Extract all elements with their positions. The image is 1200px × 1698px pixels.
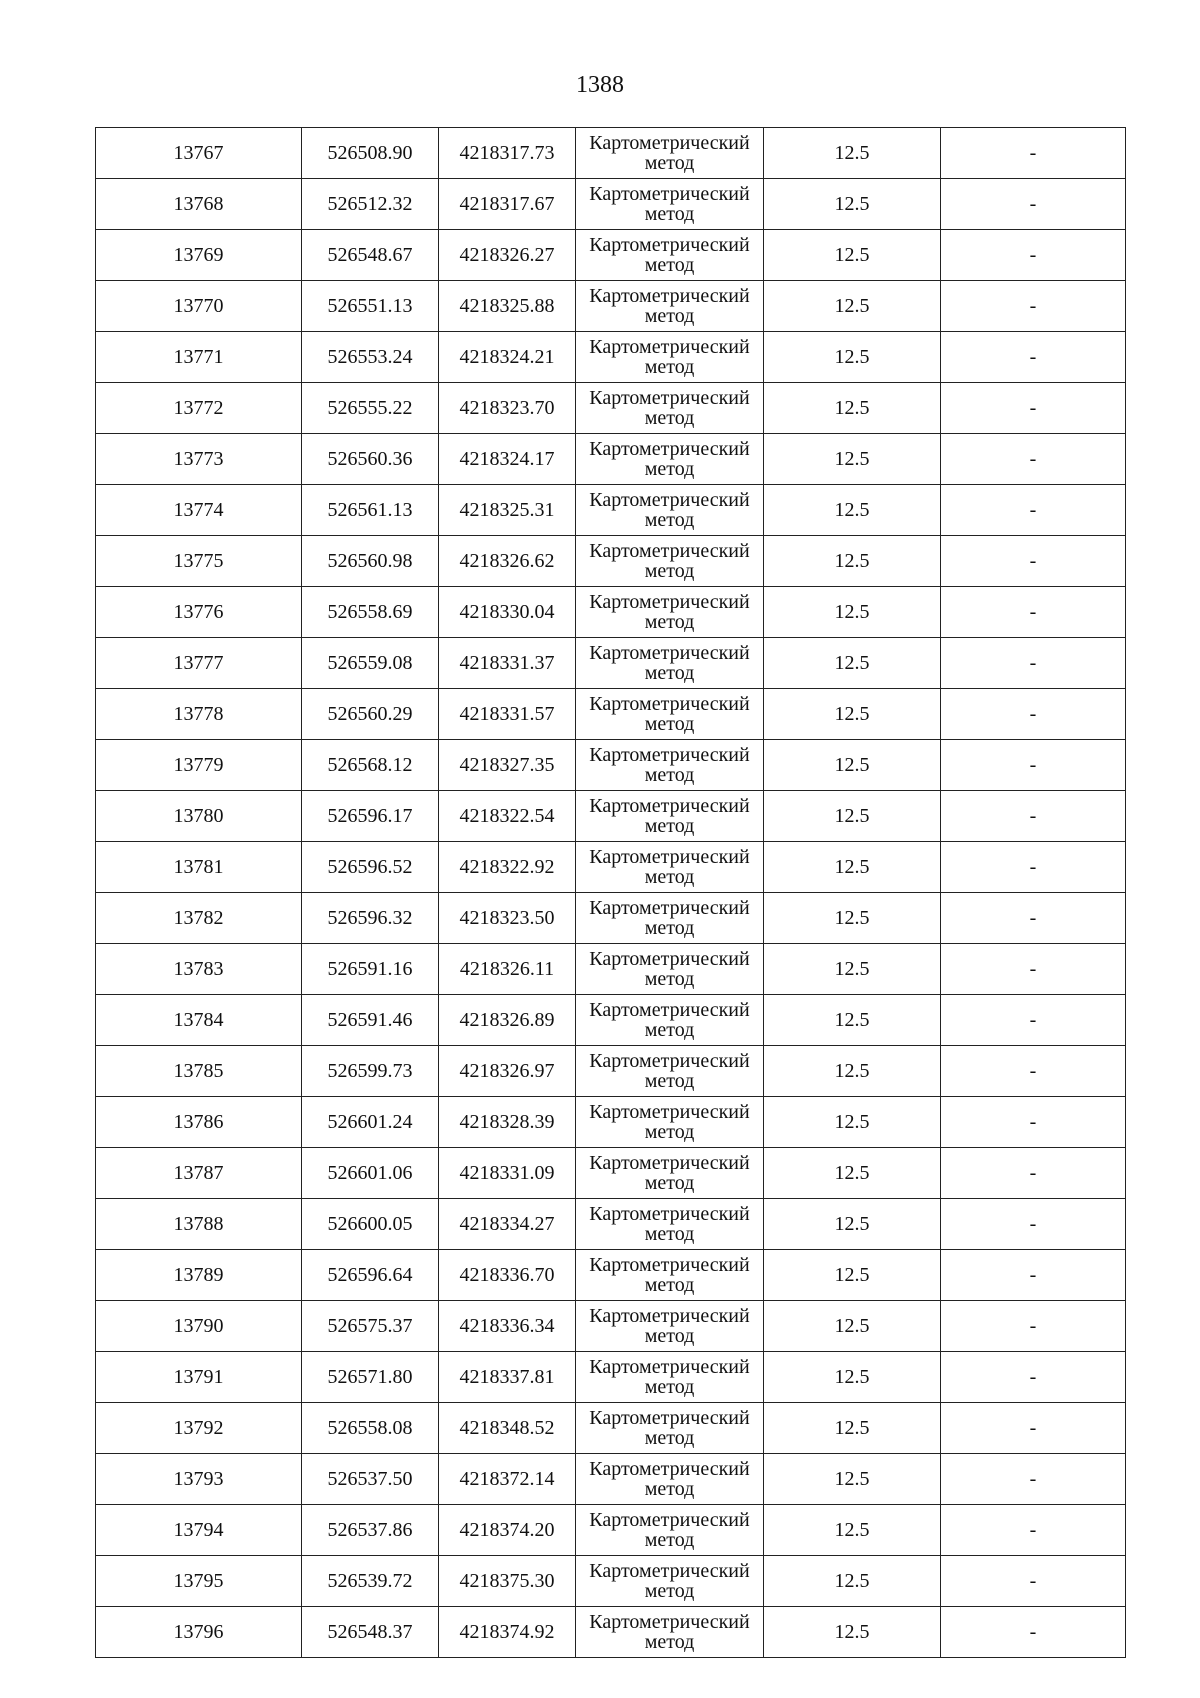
x-coordinate-cell: 526591.46 — [302, 995, 439, 1046]
table-row — [96, 1352, 1126, 1403]
note-cell: - — [941, 689, 1126, 740]
method-line-2: метод — [644, 305, 695, 327]
y-coordinate-cell: 4218374.20 — [439, 1505, 576, 1556]
x-coordinate-cell: 526601.24 — [302, 1097, 439, 1148]
y-coordinate-cell: 4218323.50 — [439, 893, 576, 944]
accuracy-cell: 12.5 — [764, 485, 941, 536]
point-id-cell: 13777 — [96, 638, 302, 689]
method-line-2: метод — [644, 1427, 695, 1449]
method-line-1: Картометрический — [589, 336, 750, 358]
point-id-cell: 13785 — [96, 1046, 302, 1097]
accuracy-cell: 12.5 — [764, 1199, 941, 1250]
y-coordinate-cell: 4218348.52 — [439, 1403, 576, 1454]
note-cell: - — [941, 485, 1126, 536]
table-row — [96, 893, 1126, 944]
method-line-2: метод — [644, 203, 695, 225]
method-line-2: метод — [644, 407, 695, 429]
method-cell — [576, 1454, 764, 1505]
accuracy-cell: 12.5 — [764, 1301, 941, 1352]
method-line-1: Картометрический — [589, 1356, 750, 1378]
method-cell — [576, 1199, 764, 1250]
point-id-cell: 13784 — [96, 995, 302, 1046]
note-cell: - — [941, 1148, 1126, 1199]
x-coordinate-cell: 526571.80 — [302, 1352, 439, 1403]
method-line-1: Картометрический — [589, 438, 750, 460]
method-cell — [576, 995, 764, 1046]
accuracy-cell: 12.5 — [764, 536, 941, 587]
method-cell — [576, 1250, 764, 1301]
note-cell: - — [941, 1250, 1126, 1301]
method-line-2: метод — [644, 1478, 695, 1500]
point-id-cell: 13774 — [96, 485, 302, 536]
y-coordinate-cell: 4218334.27 — [439, 1199, 576, 1250]
method-line-1: Картометрический — [589, 387, 750, 409]
y-coordinate-cell: 4218326.11 — [439, 944, 576, 995]
point-id-cell: 13782 — [96, 893, 302, 944]
point-id-cell: 13780 — [96, 791, 302, 842]
note-cell: - — [941, 1556, 1126, 1607]
table-row — [96, 740, 1126, 791]
note-cell: - — [941, 230, 1126, 281]
table-row — [96, 179, 1126, 230]
accuracy-cell: 12.5 — [764, 1607, 941, 1658]
table-body — [96, 128, 1126, 1658]
method-line-2: метод — [644, 1121, 695, 1143]
point-id-cell: 13789 — [96, 1250, 302, 1301]
note-cell: - — [941, 1607, 1126, 1658]
method-cell — [576, 1301, 764, 1352]
x-coordinate-cell: 526596.32 — [302, 893, 439, 944]
method-line-2: метод — [644, 1376, 695, 1398]
point-id-cell: 13781 — [96, 842, 302, 893]
method-cell — [576, 944, 764, 995]
x-coordinate-cell: 526553.24 — [302, 332, 439, 383]
x-coordinate-cell: 526596.52 — [302, 842, 439, 893]
method-line-2: метод — [644, 1223, 695, 1245]
point-id-cell: 13787 — [96, 1148, 302, 1199]
coordinates-table — [95, 127, 1126, 1658]
point-id-cell: 13767 — [96, 128, 302, 179]
y-coordinate-cell: 4218372.14 — [439, 1454, 576, 1505]
point-id-cell: 13769 — [96, 230, 302, 281]
method-line-2: метод — [644, 1325, 695, 1347]
accuracy-cell: 12.5 — [764, 893, 941, 944]
point-id-cell: 13772 — [96, 383, 302, 434]
note-cell: - — [941, 383, 1126, 434]
point-id-cell: 13792 — [96, 1403, 302, 1454]
note-cell: - — [941, 1301, 1126, 1352]
y-coordinate-cell: 4218326.62 — [439, 536, 576, 587]
accuracy-cell: 12.5 — [764, 281, 941, 332]
method-line-2: метод — [644, 1274, 695, 1296]
method-line-2: метод — [644, 509, 695, 531]
x-coordinate-cell: 526512.32 — [302, 179, 439, 230]
note-cell: - — [941, 128, 1126, 179]
method-line-2: метод — [644, 152, 695, 174]
note-cell: - — [941, 179, 1126, 230]
method-line-1: Картометрический — [589, 642, 750, 664]
method-cell — [576, 1097, 764, 1148]
y-coordinate-cell: 4218328.39 — [439, 1097, 576, 1148]
method-line-1: Картометрический — [589, 1458, 750, 1480]
method-line-1: Картометрический — [589, 1509, 750, 1531]
accuracy-cell: 12.5 — [764, 638, 941, 689]
method-line-2: метод — [644, 611, 695, 633]
method-line-1: Картометрический — [589, 591, 750, 613]
method-cell — [576, 332, 764, 383]
method-line-2: метод — [644, 764, 695, 786]
x-coordinate-cell: 526539.72 — [302, 1556, 439, 1607]
accuracy-cell: 12.5 — [764, 1097, 941, 1148]
method-cell — [576, 1403, 764, 1454]
point-id-cell: 13790 — [96, 1301, 302, 1352]
point-id-cell: 13768 — [96, 179, 302, 230]
table-row — [96, 536, 1126, 587]
method-line-1: Картометрический — [589, 540, 750, 562]
method-cell — [576, 1505, 764, 1556]
note-cell: - — [941, 791, 1126, 842]
method-cell — [576, 1556, 764, 1607]
table-row — [96, 1454, 1126, 1505]
table-row — [96, 1097, 1126, 1148]
x-coordinate-cell: 526537.50 — [302, 1454, 439, 1505]
method-cell — [576, 587, 764, 638]
y-coordinate-cell: 4218324.17 — [439, 434, 576, 485]
x-coordinate-cell: 526591.16 — [302, 944, 439, 995]
y-coordinate-cell: 4218325.31 — [439, 485, 576, 536]
accuracy-cell: 12.5 — [764, 842, 941, 893]
table-row — [96, 281, 1126, 332]
point-id-cell: 13779 — [96, 740, 302, 791]
x-coordinate-cell: 526560.29 — [302, 689, 439, 740]
page-number: 1388 — [576, 72, 624, 98]
table-row — [96, 791, 1126, 842]
x-coordinate-cell: 526568.12 — [302, 740, 439, 791]
x-coordinate-cell: 526600.05 — [302, 1199, 439, 1250]
table-row — [96, 1556, 1126, 1607]
method-line-1: Картометрический — [589, 285, 750, 307]
method-line-1: Картометрический — [589, 489, 750, 511]
table-row — [96, 383, 1126, 434]
note-cell: - — [941, 638, 1126, 689]
table-row — [96, 944, 1126, 995]
point-id-cell: 13795 — [96, 1556, 302, 1607]
x-coordinate-cell: 526599.73 — [302, 1046, 439, 1097]
table-row — [96, 1046, 1126, 1097]
method-line-1: Картометрический — [589, 1101, 750, 1123]
method-cell — [576, 281, 764, 332]
method-line-1: Картометрический — [589, 795, 750, 817]
method-line-2: метод — [644, 662, 695, 684]
method-line-1: Картометрический — [589, 846, 750, 868]
accuracy-cell: 12.5 — [764, 434, 941, 485]
note-cell: - — [941, 434, 1126, 485]
method-line-2: метод — [644, 866, 695, 888]
method-line-2: метод — [644, 917, 695, 939]
method-cell — [576, 689, 764, 740]
accuracy-cell: 12.5 — [764, 1250, 941, 1301]
method-line-2: метод — [644, 1529, 695, 1551]
method-line-1: Картометрический — [589, 1407, 750, 1429]
accuracy-cell: 12.5 — [764, 1148, 941, 1199]
point-id-cell: 13788 — [96, 1199, 302, 1250]
x-coordinate-cell: 526555.22 — [302, 383, 439, 434]
table-row — [96, 1301, 1126, 1352]
x-coordinate-cell: 526560.36 — [302, 434, 439, 485]
method-line-1: Картометрический — [589, 1254, 750, 1276]
accuracy-cell: 12.5 — [764, 1454, 941, 1505]
y-coordinate-cell: 4218326.97 — [439, 1046, 576, 1097]
accuracy-cell: 12.5 — [764, 1352, 941, 1403]
y-coordinate-cell: 4218322.54 — [439, 791, 576, 842]
y-coordinate-cell: 4218317.67 — [439, 179, 576, 230]
table-row — [96, 689, 1126, 740]
point-id-cell: 13773 — [96, 434, 302, 485]
accuracy-cell: 12.5 — [764, 1505, 941, 1556]
y-coordinate-cell: 4218331.09 — [439, 1148, 576, 1199]
method-line-1: Картометрический — [589, 744, 750, 766]
note-cell: - — [941, 995, 1126, 1046]
point-id-cell: 13770 — [96, 281, 302, 332]
method-cell — [576, 128, 764, 179]
table-row — [96, 485, 1126, 536]
accuracy-cell: 12.5 — [764, 689, 941, 740]
method-line-1: Картометрический — [589, 234, 750, 256]
table-row — [96, 230, 1126, 281]
note-cell: - — [941, 1454, 1126, 1505]
accuracy-cell: 12.5 — [764, 995, 941, 1046]
y-coordinate-cell: 4218330.04 — [439, 587, 576, 638]
accuracy-cell: 12.5 — [764, 740, 941, 791]
accuracy-cell: 12.5 — [764, 587, 941, 638]
y-coordinate-cell: 4218323.70 — [439, 383, 576, 434]
note-cell: - — [941, 944, 1126, 995]
y-coordinate-cell: 4218331.57 — [439, 689, 576, 740]
method-line-2: метод — [644, 1019, 695, 1041]
method-cell — [576, 1046, 764, 1097]
method-cell — [576, 434, 764, 485]
y-coordinate-cell: 4218324.21 — [439, 332, 576, 383]
y-coordinate-cell: 4218375.30 — [439, 1556, 576, 1607]
method-line-1: Картометрический — [589, 1305, 750, 1327]
x-coordinate-cell: 526548.67 — [302, 230, 439, 281]
x-coordinate-cell: 526601.06 — [302, 1148, 439, 1199]
y-coordinate-cell: 4218327.35 — [439, 740, 576, 791]
method-line-1: Картометрический — [589, 999, 750, 1021]
method-line-1: Картометрический — [589, 183, 750, 205]
table-row — [96, 638, 1126, 689]
method-cell — [576, 893, 764, 944]
table-row — [96, 1403, 1126, 1454]
method-cell — [576, 791, 764, 842]
table-row — [96, 1199, 1126, 1250]
y-coordinate-cell: 4218337.81 — [439, 1352, 576, 1403]
method-line-1: Картометрический — [589, 693, 750, 715]
note-cell: - — [941, 587, 1126, 638]
x-coordinate-cell: 526537.86 — [302, 1505, 439, 1556]
method-cell — [576, 1607, 764, 1658]
method-line-2: метод — [644, 1580, 695, 1602]
x-coordinate-cell: 526508.90 — [302, 128, 439, 179]
accuracy-cell: 12.5 — [764, 332, 941, 383]
note-cell: - — [941, 1199, 1126, 1250]
table-row — [96, 332, 1126, 383]
table-row — [96, 842, 1126, 893]
method-line-1: Картометрический — [589, 1611, 750, 1633]
table-row — [96, 995, 1126, 1046]
point-id-cell: 13771 — [96, 332, 302, 383]
method-cell — [576, 383, 764, 434]
point-id-cell: 13793 — [96, 1454, 302, 1505]
method-cell — [576, 1352, 764, 1403]
table-row — [96, 1607, 1126, 1658]
note-cell: - — [941, 281, 1126, 332]
y-coordinate-cell: 4218336.70 — [439, 1250, 576, 1301]
method-cell — [576, 536, 764, 587]
y-coordinate-cell: 4218326.27 — [439, 230, 576, 281]
note-cell: - — [941, 1097, 1126, 1148]
method-line-1: Картометрический — [589, 948, 750, 970]
x-coordinate-cell: 526596.64 — [302, 1250, 439, 1301]
note-cell: - — [941, 893, 1126, 944]
accuracy-cell: 12.5 — [764, 1403, 941, 1454]
y-coordinate-cell: 4218322.92 — [439, 842, 576, 893]
table-row — [96, 587, 1126, 638]
method-line-1: Картометрический — [589, 1203, 750, 1225]
y-coordinate-cell: 4218336.34 — [439, 1301, 576, 1352]
method-line-2: метод — [644, 560, 695, 582]
y-coordinate-cell: 4218325.88 — [439, 281, 576, 332]
note-cell: - — [941, 332, 1126, 383]
method-line-2: метод — [644, 1070, 695, 1092]
table-row — [96, 1250, 1126, 1301]
accuracy-cell: 12.5 — [764, 383, 941, 434]
method-cell — [576, 485, 764, 536]
y-coordinate-cell: 4218317.73 — [439, 128, 576, 179]
accuracy-cell: 12.5 — [764, 230, 941, 281]
x-coordinate-cell: 526558.69 — [302, 587, 439, 638]
x-coordinate-cell: 526596.17 — [302, 791, 439, 842]
accuracy-cell: 12.5 — [764, 1556, 941, 1607]
point-id-cell: 13796 — [96, 1607, 302, 1658]
table-row — [96, 434, 1126, 485]
table-row — [96, 1148, 1126, 1199]
point-id-cell: 13778 — [96, 689, 302, 740]
note-cell: - — [941, 1505, 1126, 1556]
accuracy-cell: 12.5 — [764, 791, 941, 842]
method-cell — [576, 1148, 764, 1199]
method-line-1: Картометрический — [589, 132, 750, 154]
table-row — [96, 128, 1126, 179]
x-coordinate-cell: 526560.98 — [302, 536, 439, 587]
method-line-2: метод — [644, 713, 695, 735]
method-line-1: Картометрический — [589, 1050, 750, 1072]
y-coordinate-cell: 4218326.89 — [439, 995, 576, 1046]
x-coordinate-cell: 526561.13 — [302, 485, 439, 536]
x-coordinate-cell: 526558.08 — [302, 1403, 439, 1454]
accuracy-cell: 12.5 — [764, 944, 941, 995]
y-coordinate-cell: 4218331.37 — [439, 638, 576, 689]
method-line-2: метод — [644, 1631, 695, 1653]
method-line-2: метод — [644, 1172, 695, 1194]
method-line-2: метод — [644, 458, 695, 480]
accuracy-cell: 12.5 — [764, 1046, 941, 1097]
point-id-cell: 13783 — [96, 944, 302, 995]
accuracy-cell: 12.5 — [764, 128, 941, 179]
method-line-1: Картометрический — [589, 897, 750, 919]
x-coordinate-cell: 526559.08 — [302, 638, 439, 689]
method-line-1: Картометрический — [589, 1152, 750, 1174]
note-cell: - — [941, 1403, 1126, 1454]
note-cell: - — [941, 536, 1126, 587]
point-id-cell: 13794 — [96, 1505, 302, 1556]
method-cell — [576, 842, 764, 893]
table-row — [96, 1505, 1126, 1556]
point-id-cell: 13776 — [96, 587, 302, 638]
x-coordinate-cell: 526548.37 — [302, 1607, 439, 1658]
note-cell: - — [941, 1046, 1126, 1097]
method-line-2: метод — [644, 254, 695, 276]
note-cell: - — [941, 740, 1126, 791]
note-cell: - — [941, 1352, 1126, 1403]
method-cell — [576, 179, 764, 230]
method-line-2: метод — [644, 968, 695, 990]
method-cell — [576, 740, 764, 791]
accuracy-cell: 12.5 — [764, 179, 941, 230]
point-id-cell: 13786 — [96, 1097, 302, 1148]
x-coordinate-cell: 526551.13 — [302, 281, 439, 332]
method-cell — [576, 638, 764, 689]
x-coordinate-cell: 526575.37 — [302, 1301, 439, 1352]
method-line-2: метод — [644, 815, 695, 837]
point-id-cell: 13791 — [96, 1352, 302, 1403]
point-id-cell: 13775 — [96, 536, 302, 587]
y-coordinate-cell: 4218374.92 — [439, 1607, 576, 1658]
method-line-2: метод — [644, 356, 695, 378]
method-line-1: Картометрический — [589, 1560, 750, 1582]
note-cell: - — [941, 842, 1126, 893]
method-cell — [576, 230, 764, 281]
